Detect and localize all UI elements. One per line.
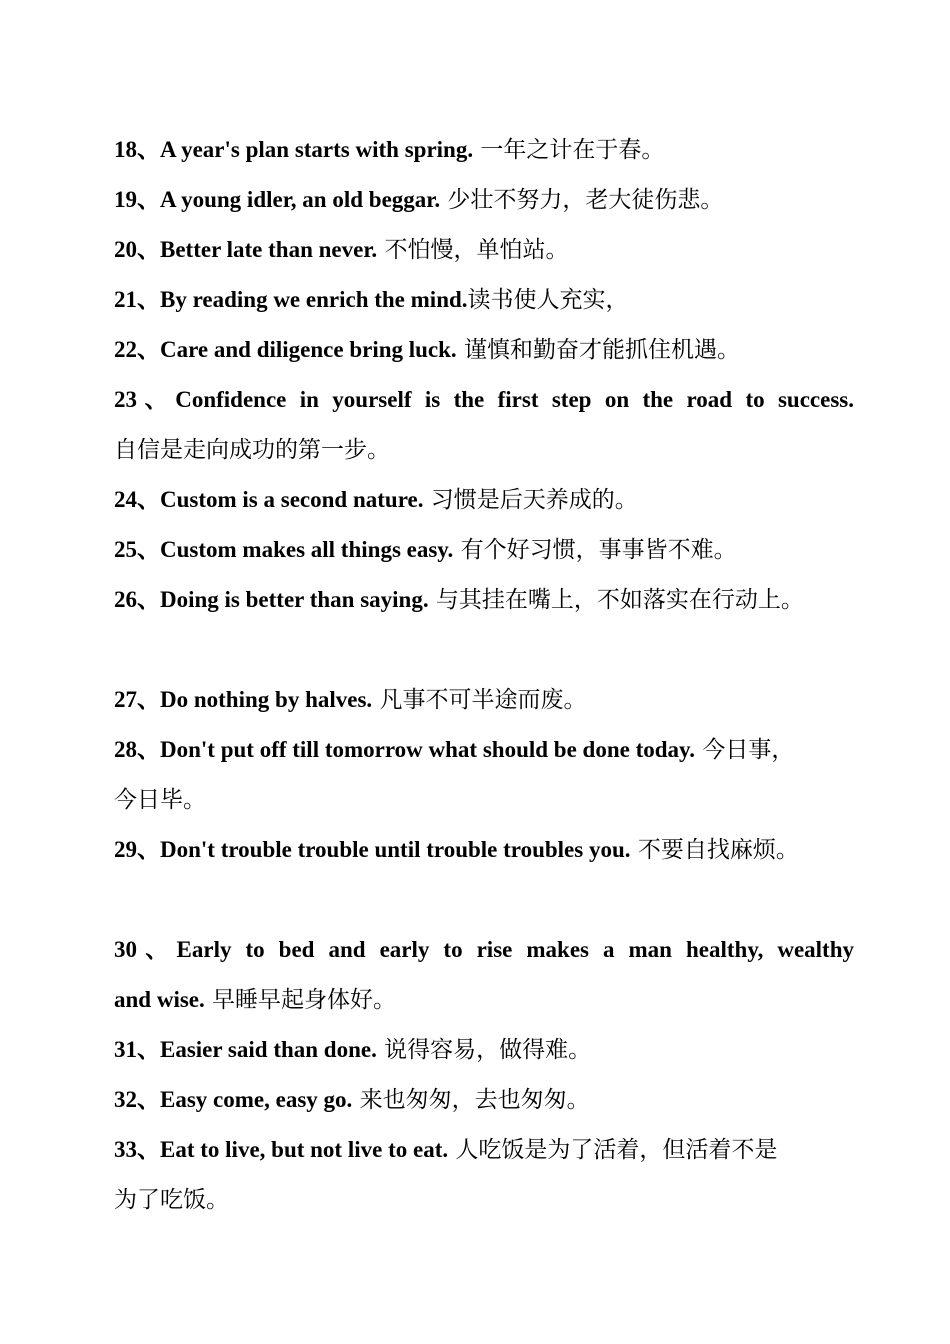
proverb-24: [114, 475, 854, 525]
proverb-number: 32: [114, 1087, 137, 1112]
proverb-list: [114, 125, 854, 1225]
proverb-21: [114, 275, 854, 325]
proverb-separator: 、: [137, 237, 160, 263]
proverb-english: Better late than never.: [160, 237, 378, 262]
proverb-number: 19: [114, 187, 137, 212]
proverb-30: [114, 925, 854, 975]
proverb-number: 28: [114, 737, 137, 762]
proverb-18: [114, 125, 854, 175]
proverb-number: 29: [114, 837, 137, 862]
proverb-separator: 、: [137, 587, 160, 613]
proverb-chinese: 谨慎和勤奋才能抓住机遇。: [456, 337, 740, 363]
proverb-chinese: 不要自找麻烦。: [630, 837, 799, 863]
proverb-chinese: 为了吃饭。: [114, 1187, 229, 1213]
proverb-chinese: 读书使人充实，: [467, 287, 629, 313]
proverb-english: Easy come, easy go.: [160, 1087, 353, 1112]
proverb-28-continuation: [114, 775, 854, 825]
proverb-english: Doing is better than saying.: [160, 587, 429, 612]
proverb-number: 24: [114, 487, 137, 512]
proverb-26: [114, 575, 854, 625]
proverb-separator: 、: [137, 837, 160, 863]
proverb-33: [114, 1125, 854, 1175]
blank-line: [114, 625, 854, 675]
proverb-chinese: 今日事，: [695, 737, 795, 763]
proverb-english: Eat to live, but not live to eat.: [160, 1137, 449, 1162]
proverb-english: Early to bed and early to rise makes a man healthy, wealthy: [176, 937, 854, 962]
proverb-english: and wise.: [114, 987, 205, 1012]
proverb-28: [114, 725, 854, 775]
proverb-english: Don't trouble trouble until trouble troubles you.: [160, 837, 631, 862]
proverb-separator: 、: [137, 387, 176, 413]
proverb-chinese: 与其挂在嘴上，不如落实在行动上。: [428, 587, 804, 613]
proverb-number: 26: [114, 587, 137, 612]
proverb-separator: 、: [137, 187, 160, 213]
proverb-separator: 、: [137, 337, 160, 363]
proverb-22: [114, 325, 854, 375]
proverb-separator: 、: [137, 287, 160, 313]
proverb-english: Do nothing by halves.: [160, 687, 373, 712]
proverb-separator: 、: [137, 1037, 160, 1063]
proverb-english: By reading we enrich the mind.: [160, 287, 468, 312]
proverb-chinese: 来也匆匆，去也匆匆。: [352, 1087, 590, 1113]
proverb-separator: 、: [137, 1137, 160, 1163]
proverb-chinese: 早睡早起身体好。: [204, 987, 397, 1013]
proverb-chinese: 人吃饭是为了活着，但活着不是: [448, 1137, 778, 1163]
proverb-number: 27: [114, 687, 137, 712]
proverb-chinese: 说得容易，做得难。: [376, 1037, 592, 1063]
proverb-number: 33: [114, 1137, 137, 1162]
proverb-number: 25: [114, 537, 137, 562]
proverb-19: [114, 175, 854, 225]
blank-line: [114, 875, 854, 925]
proverb-english: A year's plan starts with spring.: [160, 137, 474, 162]
proverb-number: 22: [114, 337, 137, 362]
proverb-number: 20: [114, 237, 137, 262]
proverb-27: [114, 675, 854, 725]
proverb-separator: 、: [137, 687, 160, 713]
proverb-separator: 、: [137, 137, 160, 163]
proverb-32: [114, 1075, 854, 1125]
proverb-29: [114, 825, 854, 875]
proverb-chinese: 不怕慢，单怕站。: [377, 237, 569, 263]
proverb-english: Confidence in yourself is the first step on the road to success.: [175, 387, 854, 412]
proverb-23: [114, 375, 854, 425]
proverb-number: 31: [114, 1037, 137, 1062]
proverb-25: [114, 525, 854, 575]
proverb-separator: 、: [137, 537, 160, 563]
proverb-english: Custom makes all things easy.: [160, 537, 454, 562]
proverb-number: 23: [114, 387, 137, 412]
proverb-english: Easier said than done.: [160, 1037, 377, 1062]
proverb-23-continuation: [114, 425, 854, 475]
proverb-20: [114, 225, 854, 275]
proverb-30-continuation: [114, 975, 854, 1025]
proverb-chinese: 自信是走向成功的第一步。: [114, 437, 390, 463]
proverb-number: 18: [114, 137, 137, 162]
proverb-chinese: 凡事不可半途而废。: [372, 687, 587, 713]
proverb-chinese: 少壮不努力，老大徒伤悲。: [440, 187, 724, 213]
proverb-number: 30: [114, 937, 137, 962]
proverb-separator: 、: [137, 1087, 160, 1113]
proverb-31: [114, 1025, 854, 1075]
proverb-english: Care and diligence bring luck.: [160, 337, 457, 362]
proverb-separator: 、: [137, 487, 160, 513]
proverb-separator: 、: [137, 737, 160, 763]
proverb-chinese: 习惯是后天养成的。: [423, 487, 638, 513]
proverb-english: Don't put off till tomorrow what should be done today.: [160, 737, 696, 762]
proverb-chinese: 今日毕。: [114, 787, 206, 813]
proverb-chinese: 一年之计在于春。: [473, 137, 665, 163]
proverb-33-continuation: [114, 1175, 854, 1225]
proverb-number: 21: [114, 287, 137, 312]
proverb-english: Custom is a second nature.: [160, 487, 424, 512]
proverb-separator: 、: [137, 937, 177, 963]
proverb-english: A young idler, an old beggar.: [160, 187, 441, 212]
proverb-chinese: 有个好习惯，事事皆不难。: [453, 537, 737, 563]
